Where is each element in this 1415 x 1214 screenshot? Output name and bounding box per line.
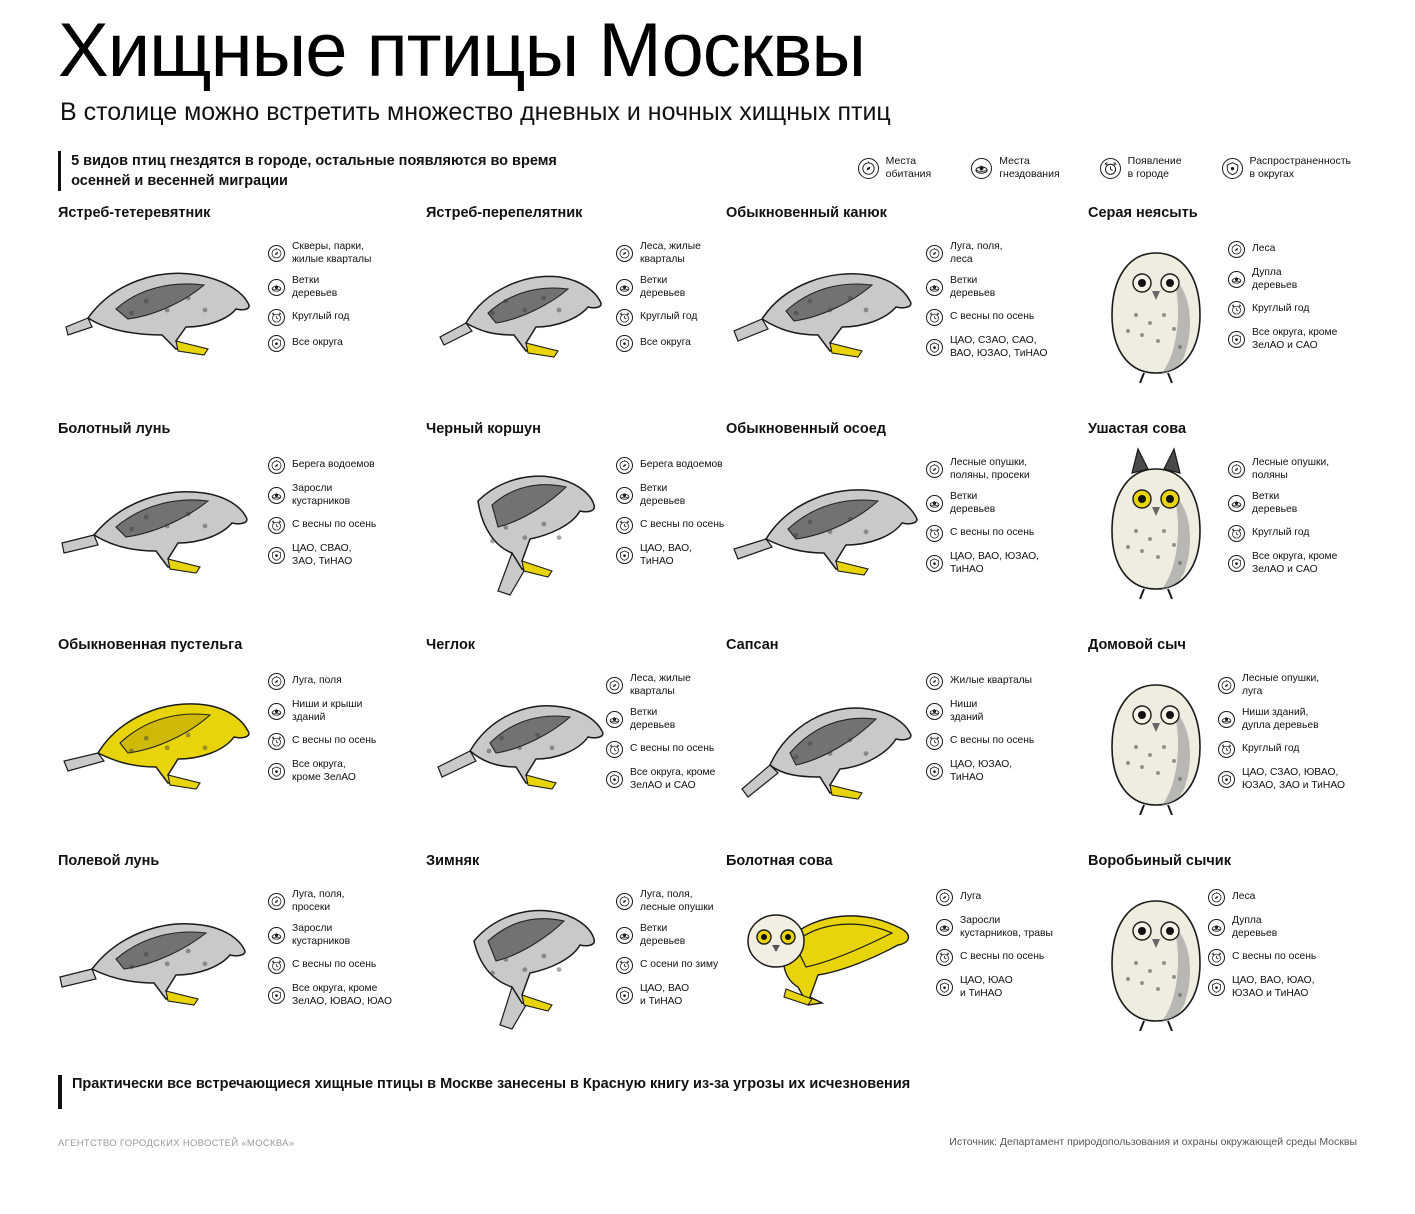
species-fact-label: Ветки деревьев	[630, 707, 676, 731]
species-name: Болотный лунь	[58, 421, 171, 438]
species-fact-label: Леса, жилые кварталы	[640, 241, 701, 265]
species-fact	[616, 517, 724, 534]
species-fact-label: Жилые кварталы	[950, 675, 1033, 687]
species-facts	[616, 871, 718, 1008]
species-fact-label: Ниши зданий	[950, 699, 984, 723]
nesting-icon	[616, 487, 633, 504]
nesting-icon	[926, 703, 943, 720]
districts-icon	[616, 547, 633, 564]
species-card-body	[1088, 223, 1358, 393]
species-fact-label: ЦАО, ЮАО и ТиНАО	[960, 975, 1013, 999]
species-fact	[1228, 525, 1337, 542]
species-fact	[268, 673, 376, 690]
species-fact	[1208, 949, 1316, 966]
legend	[858, 151, 1357, 180]
species-fact	[616, 957, 718, 974]
alarm-clock-icon	[616, 517, 633, 534]
bird-illustration	[1088, 439, 1228, 619]
habitat-compass-icon	[616, 457, 633, 474]
species-fact	[616, 457, 724, 474]
legend-item-label: Места обитания	[885, 155, 932, 181]
species-fact	[268, 457, 376, 474]
habitat-compass-icon	[858, 158, 879, 179]
species-fact	[268, 483, 376, 508]
species-fact-label: Лесные опушки, луга	[1242, 673, 1320, 697]
species-fact-label: С весны по осень	[1232, 951, 1317, 963]
species-fact	[926, 241, 1048, 266]
bird-illustration	[426, 223, 616, 373]
species-name: Зимняк	[426, 853, 480, 870]
species-fact-label: С весны по осень	[640, 519, 725, 531]
species-fact	[926, 491, 1039, 516]
nesting-icon	[616, 927, 633, 944]
habitat-compass-icon	[1228, 461, 1245, 478]
species-fact	[1228, 491, 1337, 516]
species-fact	[268, 699, 376, 724]
bird-illustration	[426, 871, 616, 1041]
species-fact-label: С весны по осень	[292, 735, 377, 747]
nesting-icon	[606, 711, 623, 728]
species-fact-label: ЦАО, ВАО, ЮАО, ЮЗАО и ТиНАО	[1232, 975, 1315, 999]
nesting-icon	[1218, 711, 1235, 728]
species-facts	[606, 655, 715, 792]
species-facts	[1228, 223, 1337, 352]
species-fact-label: ЦАО, ВАО и ТиНАО	[640, 983, 690, 1007]
species-card-body	[426, 655, 726, 815]
infographic-page	[0, 8, 1415, 1214]
species-name: Серая неясыть	[1088, 205, 1198, 222]
species-fact-label: Луга, поля, лесные опушки	[640, 889, 714, 913]
species-facts	[1218, 655, 1345, 792]
species-card-body	[58, 655, 426, 815]
species-fact	[616, 983, 718, 1008]
footer-note	[58, 1075, 1357, 1109]
bird-illustration	[58, 439, 268, 589]
species-fact	[606, 741, 715, 758]
species-facts	[616, 439, 724, 568]
species-fact-label: С весны по осень	[950, 735, 1035, 747]
districts-icon	[1208, 979, 1225, 996]
species-fact-label: С весны по осень	[292, 959, 377, 971]
species-fact-label: Заросли кустарников	[292, 923, 351, 947]
legend-item	[971, 155, 1059, 180]
accent-bar	[58, 151, 61, 191]
legend-item-label: Места гнездования	[999, 155, 1060, 181]
species-fact-label: ЦАО, ЮЗАО, ТиНАО	[950, 759, 1013, 783]
species-fact	[1228, 301, 1337, 318]
species-card-body	[726, 871, 1088, 1031]
species-fact	[616, 309, 701, 326]
species-fact	[926, 551, 1039, 576]
nesting-icon	[936, 919, 953, 936]
species-fact	[926, 275, 1048, 300]
species-fact-label: Круглый год	[292, 311, 350, 323]
species-fact	[606, 767, 715, 792]
species-fact-label: Круглый год	[1252, 527, 1310, 539]
species-fact	[616, 889, 718, 914]
bird-illustration	[1088, 655, 1218, 815]
species-card-body	[726, 439, 1088, 599]
species-fact-label: Лесные опушки, поляны, просеки	[950, 457, 1030, 481]
species-fact-label: Ветки деревьев	[1252, 491, 1298, 515]
species-fact	[616, 241, 701, 266]
nesting-icon	[268, 703, 285, 720]
districts-icon	[926, 763, 943, 780]
nesting-icon	[1228, 495, 1245, 512]
species-card	[726, 205, 1088, 421]
footer-note-text: Практически все встречающиеся хищные птицы в Москве занесены в Красную книгу из-за угрозы их исчезновения	[72, 1076, 911, 1093]
species-fact	[606, 707, 715, 732]
bird-illustration	[726, 655, 926, 825]
species-fact-label: Ветки деревьев	[640, 923, 686, 947]
species-card-body	[426, 223, 726, 373]
alarm-clock-icon	[1218, 741, 1235, 758]
species-card	[426, 637, 726, 853]
species-fact	[1228, 267, 1337, 292]
species-card-body	[1088, 439, 1358, 619]
species-fact	[268, 335, 371, 352]
species-name: Ястреб-тетеревятник	[58, 205, 211, 222]
alarm-clock-icon	[268, 957, 285, 974]
nesting-icon	[926, 495, 943, 512]
species-name: Полевой лунь	[58, 853, 160, 870]
species-facts	[268, 655, 376, 784]
intro-row	[58, 151, 1357, 191]
alarm-clock-icon	[616, 957, 633, 974]
species-card	[58, 421, 426, 637]
species-name: Обыкновенный осоед	[726, 421, 886, 438]
intro-note	[58, 151, 618, 191]
species-fact	[1228, 327, 1337, 352]
legend-item-label: Появление в городе	[1127, 155, 1182, 181]
habitat-compass-icon	[936, 889, 953, 906]
species-fact	[926, 759, 1034, 784]
species-fact	[616, 923, 718, 948]
species-card	[726, 637, 1088, 853]
districts-icon	[1228, 331, 1245, 348]
species-fact	[268, 241, 371, 266]
species-card	[726, 853, 1088, 1069]
districts-icon	[926, 339, 943, 356]
bird-illustration	[426, 439, 616, 609]
alarm-clock-icon	[936, 949, 953, 966]
legend-item	[1100, 155, 1182, 180]
page-title: Хищные птицы Москвы	[58, 8, 866, 93]
districts-icon	[926, 555, 943, 572]
species-fact-label: Все округа, кроме ЗелАО и САО	[1252, 327, 1338, 351]
species-fact	[1218, 741, 1345, 758]
species-card	[426, 421, 726, 637]
species-fact	[268, 923, 392, 948]
alarm-clock-icon	[606, 741, 623, 758]
species-fact	[926, 699, 1034, 724]
bird-illustration	[726, 871, 936, 1031]
habitat-compass-icon	[926, 673, 943, 690]
species-fact-label: С весны по осень	[960, 951, 1045, 963]
page-subtitle: В столице можно встретить множество дневных и ночных хищных птиц	[60, 98, 891, 127]
species-fact-label: ЦАО, ВАО, ЮЗАО, ТиНАО	[950, 551, 1040, 575]
districts-icon	[268, 987, 285, 1004]
legend-item-label: Распространенность в округах	[1249, 155, 1351, 181]
species-card	[1088, 205, 1358, 421]
species-fact-label: Леса	[1252, 243, 1276, 255]
species-fact	[268, 983, 392, 1008]
species-facts	[926, 439, 1039, 576]
species-card-body	[1088, 655, 1358, 815]
species-fact-label: Скверы, парки, жилые кварталы	[292, 241, 372, 265]
species-fact-label: Дупла деревьев	[1232, 915, 1278, 939]
species-fact-label: ЦАО, СЗАО, САО, ВАО, ЮЗАО, ТиНАО	[950, 335, 1048, 359]
species-fact-label: Все округа, кроме ЗелАО и САО	[1252, 551, 1338, 575]
species-facts	[936, 871, 1053, 1000]
species-fact-label: Леса	[1232, 891, 1256, 903]
species-card-body	[1088, 871, 1358, 1031]
species-name: Ястреб-перепелятник	[426, 205, 583, 222]
species-facts	[616, 223, 701, 352]
habitat-compass-icon	[926, 461, 943, 478]
species-fact-label: Ветки деревьев	[950, 491, 996, 515]
species-grid	[58, 205, 1357, 1069]
species-facts	[268, 223, 371, 352]
species-card	[58, 853, 426, 1069]
species-fact-label: Луга, поля	[292, 675, 342, 687]
species-fact	[1208, 915, 1316, 940]
alarm-clock-icon	[268, 733, 285, 750]
habitat-compass-icon	[268, 457, 285, 474]
habitat-compass-icon	[1208, 889, 1225, 906]
nesting-icon	[926, 279, 943, 296]
habitat-compass-icon	[268, 673, 285, 690]
species-facts	[1228, 439, 1337, 576]
species-fact	[926, 673, 1034, 690]
bird-illustration	[58, 871, 268, 1031]
species-fact-label: Леса, жилые кварталы	[630, 673, 691, 697]
species-fact-label: Ниши зданий, дупла деревьев	[1242, 707, 1319, 731]
alarm-clock-icon	[926, 733, 943, 750]
species-fact-label: С весны по осень	[292, 519, 377, 531]
nesting-icon	[1228, 271, 1245, 288]
habitat-compass-icon	[606, 677, 623, 694]
species-fact-label: Луга, поля, леса	[950, 241, 1003, 265]
districts-icon	[1222, 158, 1243, 179]
bird-illustration	[426, 655, 606, 815]
districts-icon	[268, 335, 285, 352]
nesting-icon	[268, 279, 285, 296]
species-fact	[936, 975, 1053, 1000]
species-fact-label: С весны по осень	[950, 311, 1035, 323]
species-name: Обыкновенный канюк	[726, 205, 887, 222]
species-fact	[926, 457, 1039, 482]
species-fact-label: Все округа	[292, 337, 343, 349]
species-fact	[936, 949, 1053, 966]
habitat-compass-icon	[616, 245, 633, 262]
alarm-clock-icon	[926, 309, 943, 326]
species-fact	[936, 889, 1053, 906]
alarm-clock-icon	[616, 309, 633, 326]
species-facts	[926, 223, 1048, 360]
species-fact-label: ЦАО, СВАО, ЗАО, ТиНАО	[292, 543, 353, 567]
districts-icon	[1218, 771, 1235, 788]
species-card-body	[58, 223, 426, 373]
species-card-body	[426, 871, 726, 1041]
species-card-body	[58, 871, 426, 1031]
species-fact-label: Берега водоемов	[640, 459, 723, 471]
species-card	[58, 637, 426, 853]
species-fact-label: Круглый год	[1252, 303, 1310, 315]
species-fact	[1208, 975, 1316, 1000]
species-fact	[1218, 707, 1345, 732]
species-fact-label: Ветки деревьев	[640, 483, 686, 507]
districts-icon	[936, 979, 953, 996]
species-fact	[1228, 241, 1337, 258]
bird-illustration	[726, 223, 926, 373]
bird-illustration	[1088, 871, 1208, 1031]
source-credit: Источник: Департамент природопользования и охраны окружающей среды Москвы	[949, 1136, 1357, 1149]
alarm-clock-icon	[268, 309, 285, 326]
species-card-body	[426, 439, 726, 609]
species-card-body	[58, 439, 426, 589]
districts-icon	[268, 547, 285, 564]
districts-icon	[1228, 555, 1245, 572]
species-fact-label: Круглый год	[1242, 743, 1300, 755]
species-card	[426, 205, 726, 421]
districts-icon	[616, 335, 633, 352]
habitat-compass-icon	[616, 893, 633, 910]
species-facts	[926, 655, 1034, 784]
species-fact	[1228, 457, 1337, 482]
species-fact-label: Луга, поля, просеки	[292, 889, 345, 913]
species-card	[1088, 637, 1358, 853]
habitat-compass-icon	[268, 245, 285, 262]
legend-item	[1222, 155, 1351, 180]
species-name: Домовой сыч	[1088, 637, 1186, 654]
species-card	[426, 853, 726, 1069]
districts-icon	[606, 771, 623, 788]
species-fact	[268, 957, 392, 974]
habitat-compass-icon	[926, 245, 943, 262]
species-fact	[268, 309, 371, 326]
species-card	[1088, 853, 1358, 1069]
species-fact-label: Все округа, кроме ЗелАО и САО	[630, 767, 716, 791]
species-fact-label: Ветки деревьев	[640, 275, 686, 299]
species-fact	[1228, 551, 1337, 576]
species-name: Черный коршун	[426, 421, 541, 438]
species-fact	[268, 275, 371, 300]
nesting-icon	[268, 487, 285, 504]
species-fact-label: Ветки деревьев	[292, 275, 338, 299]
species-fact	[616, 275, 701, 300]
species-fact-label: ЦАО, ВАО, ТиНАО	[640, 543, 693, 567]
species-facts	[268, 439, 376, 568]
species-fact	[616, 483, 724, 508]
alarm-clock-icon	[926, 525, 943, 542]
alarm-clock-icon	[1100, 158, 1121, 179]
habitat-compass-icon	[1228, 241, 1245, 258]
nesting-icon	[1208, 919, 1225, 936]
species-fact	[926, 525, 1039, 542]
species-fact-label: Луга	[960, 891, 982, 903]
species-name: Ушастая сова	[1088, 421, 1187, 438]
species-fact-label: ЦАО, СЗАО, ЮВАО, ЮЗАО, ЗАО и ТиНАО	[1242, 767, 1346, 791]
nesting-icon	[616, 279, 633, 296]
species-fact-label: Круглый год	[640, 311, 698, 323]
species-fact	[268, 759, 376, 784]
species-name: Болотная сова	[726, 853, 833, 870]
species-fact-label: Берега водоемов	[292, 459, 375, 471]
bird-illustration	[1088, 223, 1228, 393]
species-card	[58, 205, 426, 421]
species-fact	[268, 543, 376, 568]
intro-text: 5 видов птиц гнездятся в городе, остальные появляются во время осенней и весенней миграции	[71, 153, 557, 189]
species-fact	[606, 673, 715, 698]
species-name: Чеглок	[426, 637, 476, 654]
species-fact-label: С осени по зиму	[640, 959, 719, 971]
species-fact-label: Лесные опушки, поляны	[1252, 457, 1330, 481]
species-fact	[926, 309, 1048, 326]
alarm-clock-icon	[1228, 525, 1245, 542]
legend-item	[858, 155, 932, 180]
species-card	[1088, 421, 1358, 637]
species-card	[726, 421, 1088, 637]
species-fact-label: Все округа, кроме ЗелАО	[292, 759, 356, 783]
species-fact	[936, 915, 1053, 940]
species-name: Сапсан	[726, 637, 779, 654]
species-fact-label: Ветки деревьев	[950, 275, 996, 299]
species-fact-label: Заросли кустарников, травы	[960, 915, 1053, 939]
accent-bar-footer	[58, 1075, 62, 1109]
species-fact-label: Дупла деревьев	[1252, 267, 1298, 291]
species-fact	[616, 335, 701, 352]
species-fact	[268, 889, 392, 914]
species-fact	[1208, 889, 1316, 906]
species-fact	[1218, 673, 1345, 698]
species-fact	[926, 733, 1034, 750]
species-fact	[268, 733, 376, 750]
species-name: Обыкновенная пустельга	[58, 637, 243, 654]
species-card-body	[726, 223, 1088, 373]
species-card-body	[726, 655, 1088, 825]
species-name: Воробьиный сычик	[1088, 853, 1231, 870]
species-fact-label: Все округа	[640, 337, 691, 349]
nesting-icon	[268, 927, 285, 944]
habitat-compass-icon	[1218, 677, 1235, 694]
species-fact-label: Ниши и крыши зданий	[292, 699, 363, 723]
species-fact	[268, 517, 376, 534]
alarm-clock-icon	[1208, 949, 1225, 966]
bird-illustration	[58, 655, 268, 815]
species-fact	[926, 335, 1048, 360]
alarm-clock-icon	[268, 517, 285, 534]
habitat-compass-icon	[268, 893, 285, 910]
agency-credit: АГЕНТСТВО ГОРОДСКИХ НОВОСТЕЙ «МОСКВА»	[58, 1138, 295, 1150]
species-fact	[1218, 767, 1345, 792]
districts-icon	[268, 763, 285, 780]
nesting-icon	[971, 158, 992, 179]
species-facts	[1208, 871, 1316, 1000]
species-fact-label: Все округа, кроме ЗелАО, ЮВАО, ЮАО	[292, 983, 392, 1007]
footer-bottom	[58, 1135, 1357, 1149]
species-fact-label: С весны по осень	[630, 743, 715, 755]
species-fact-label: Заросли кустарников	[292, 483, 351, 507]
alarm-clock-icon	[1228, 301, 1245, 318]
species-fact	[616, 543, 724, 568]
bird-illustration	[726, 439, 926, 599]
bird-illustration	[58, 223, 268, 373]
districts-icon	[616, 987, 633, 1004]
species-facts	[268, 871, 392, 1008]
species-fact-label: С весны по осень	[950, 527, 1035, 539]
